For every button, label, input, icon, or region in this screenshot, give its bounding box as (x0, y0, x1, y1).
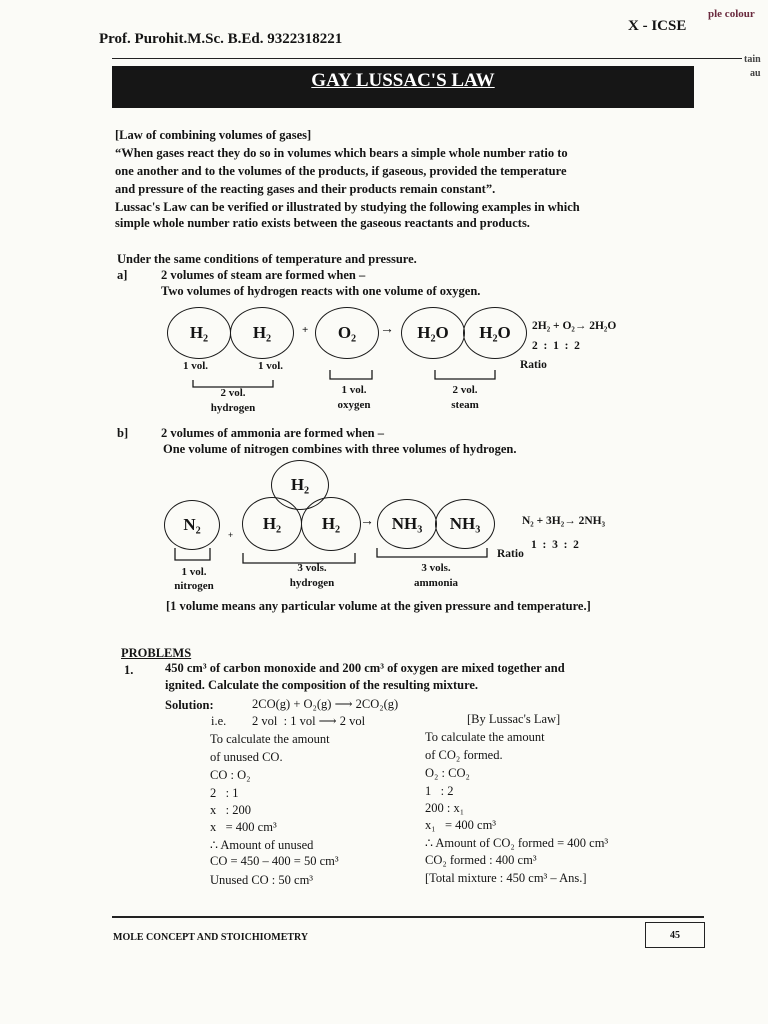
right-line-9: [Total mixture : 450 cm³ – Ans.] (425, 871, 587, 885)
example-b-line2: One volume of nitrogen combines with three volumes of hydrogen. (163, 442, 517, 456)
molecule-h2-b-top: H₂ (271, 460, 329, 510)
right-line-8: CO₂ formed : 400 cm³ (425, 853, 537, 867)
left-line-3: CO : O₂ (210, 768, 251, 782)
intro-line-4: Lussac's Law can be verified or illustrated by studying the following examples in which (115, 200, 580, 214)
problems-heading: PROBLEMS (121, 646, 192, 660)
corner-text-mid1: tain (744, 54, 761, 65)
molecule-h2o-a1: H₂O (401, 307, 465, 359)
arrow-a: → (380, 322, 394, 337)
steam-vol-a: 2 vol. (452, 384, 478, 396)
right-line-7: ∴ Amount of CO₂ formed = 400 cm³ (425, 836, 609, 850)
ratio-label-b: Ratio (497, 548, 524, 560)
molecule-nh3-b1: NH₃ (377, 499, 437, 549)
nitrogen-name-b: nitrogen (174, 580, 214, 592)
right-line-5: 200 : x₁ (425, 801, 465, 815)
vol-label-a2: 1 vol. (258, 360, 284, 372)
example-a-line2: Two volumes of hydrogen reacts with one volume of oxygen. (161, 284, 481, 298)
oxygen-vol-a: 1 vol. (341, 384, 367, 396)
conditions-line: Under the same conditions of temperature and pressure. (117, 252, 417, 266)
steam-name-a: steam (451, 399, 479, 411)
ie-label: i.e. (211, 714, 227, 728)
hydrogen-vol-a: 2 vol. (220, 387, 246, 399)
left-line-1: To calculate the amount (210, 732, 330, 746)
equation-a: 2H₂ + O₂→ 2H₂O (532, 320, 617, 332)
class-label: X - ICSE (628, 18, 687, 34)
page-title: GAY LUSSAC'S LAW (311, 70, 495, 91)
corner-text-mid2: au (750, 68, 761, 79)
ammonia-vol-b: 3 vols. (421, 562, 451, 574)
hydrogen-name-a: hydrogen (210, 402, 256, 414)
footer-rule (112, 916, 704, 918)
volume-note: [1 volume means any particular volume at the given pressure and temperature.] (166, 599, 591, 613)
ratio-values-b: 1 : 3 : 2 (531, 539, 579, 551)
left-line-4: 2 : 1 (210, 786, 239, 800)
vol-label-a1: 1 vol. (183, 360, 209, 372)
chapter-name: MOLE CONCEPT AND STOICHIOMETRY (113, 932, 309, 943)
ie-equation: 2 vol : 1 vol ⟶ 2 vol (252, 714, 366, 728)
plus-sign-b: + (228, 530, 234, 540)
equation-b: N₂ + 3H₂→ 2NH₃ (522, 515, 606, 527)
ratio-label-a: Ratio (520, 359, 547, 371)
plus-sign-a: + (302, 324, 309, 336)
example-a-label: a] (117, 268, 128, 282)
right-line-6: x₁ = 400 cm³ (425, 818, 497, 832)
solution-equation: 2CO(g) + O₂(g) ⟶ 2CO₂(g) (252, 697, 399, 711)
molecule-h2-a2: H₂ (230, 307, 294, 359)
law-note: [By Lussac's Law] (467, 712, 561, 726)
left-line-2: of unused CO. (210, 750, 283, 764)
page-number: 45 (645, 922, 705, 948)
molecule-h2o-a2: H₂O (463, 307, 527, 359)
intro-line-5: simple whole number ratio exists between the gaseous reactants and products. (115, 216, 530, 230)
hydrogen-vol-b: 3 vols. (297, 562, 327, 574)
right-line-2: of CO₂ formed. (425, 748, 503, 762)
nitrogen-vol-b: 1 vol. (181, 566, 207, 578)
author-line: Prof. Purohit.M.Sc. B.Ed. 9322318221 (99, 31, 343, 47)
problem-line-1: 450 cm³ of carbon monoxide and 200 cm³ of oxygen are mixed together and (165, 661, 565, 675)
molecule-n2-b: N₂ (164, 500, 220, 550)
intro-line-1: “When gases react they do so in volumes which bears a simple whole number ratio to (115, 146, 568, 160)
molecule-h2-b2: H₂ (301, 497, 361, 551)
example-b-label: b] (117, 426, 129, 440)
intro-line-2: one another and to the volumes of the products, if gaseous, provided the temperature (115, 164, 567, 178)
ratio-values-a: 2 : 1 : 2 (532, 340, 580, 352)
molecule-nh3-b2: NH₃ (435, 499, 495, 549)
example-b-line1: 2 volumes of ammonia are formed when – (161, 426, 385, 440)
arrow-b: → (360, 514, 374, 529)
molecule-h2-a1: H₂ (167, 307, 231, 359)
left-line-9: Unused CO : 50 cm³ (210, 873, 314, 887)
law-heading: [Law of combining volumes of gases] (115, 128, 312, 142)
left-line-7: ∴ Amount of unused (210, 838, 314, 852)
oxygen-name-a: oxygen (337, 399, 371, 411)
left-line-8: CO = 450 – 400 = 50 cm³ (210, 854, 339, 868)
right-line-4: 1 : 2 (425, 784, 454, 798)
right-line-3: O₂ : CO₂ (425, 766, 470, 780)
right-line-1: To calculate the amount (425, 730, 545, 744)
example-a-line1: 2 volumes of steam are formed when – (161, 268, 366, 282)
corner-text-top: ple colour (708, 8, 755, 20)
molecule-o2-a: O₂ (315, 307, 379, 359)
problem-line-2: ignited. Calculate the composition of the resulting mixture. (165, 678, 479, 692)
solution-label: Solution: (165, 698, 214, 712)
left-line-6: x = 400 cm³ (210, 820, 277, 834)
hydrogen-name-b: hydrogen (289, 577, 335, 589)
left-line-5: x : 200 (210, 803, 251, 817)
ammonia-name-b: ammonia (414, 577, 458, 589)
intro-line-3: and pressure of the reacting gases and their products remain constant”. (115, 182, 496, 196)
problem-number: 1. (124, 663, 134, 677)
molecule-h2-b1: H₂ (242, 497, 302, 551)
